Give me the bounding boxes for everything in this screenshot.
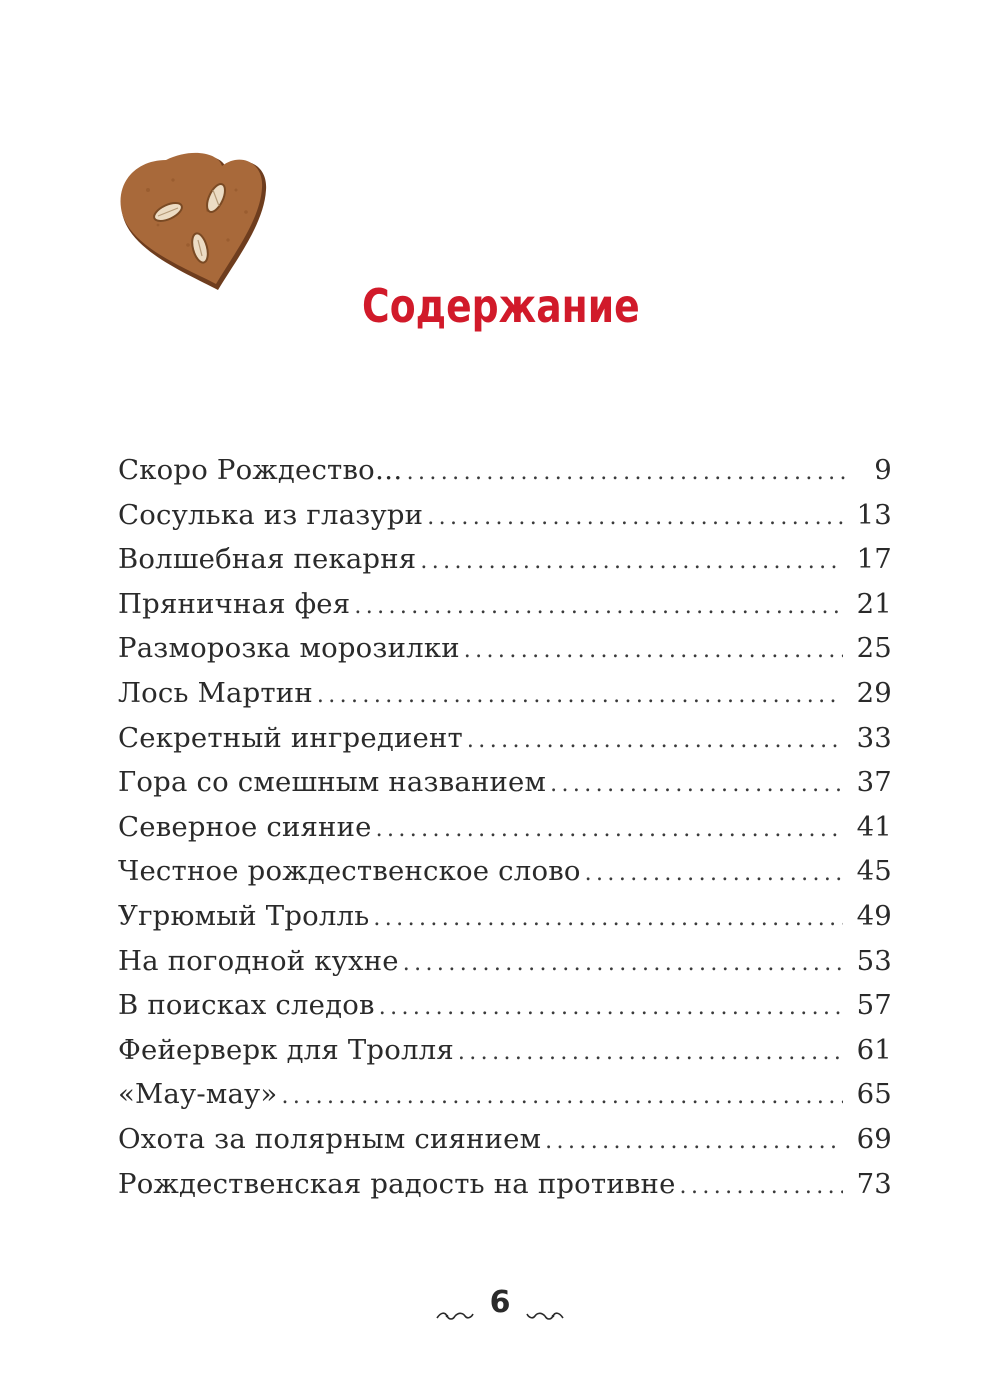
toc-dot-leader [376, 808, 843, 853]
page-folio [0, 1284, 1000, 1320]
toc-entry-title: Угрюмый Тролль [118, 899, 370, 932]
toc-dot-leader [407, 451, 846, 496]
toc-dot-leader [281, 1075, 842, 1120]
toc-entry [118, 1028, 892, 1073]
toc-entry-title: Скоро Рождество… [118, 454, 403, 486]
page-number: 6 [489, 1285, 511, 1320]
toc-entry-page: 37 [856, 766, 892, 799]
toc-entry-title: Рождественская радость на противне [118, 1167, 676, 1200]
toc-entry-page: 49 [856, 899, 892, 932]
gingerbread-heart-icon [118, 150, 270, 292]
toc-dot-leader [427, 496, 842, 541]
toc-entry [118, 1072, 892, 1117]
toc-dot-leader [550, 763, 842, 808]
toc-entry-title: Лось Мартин [118, 676, 313, 709]
toc-entry-page: 25 [856, 632, 892, 665]
toc-entry [118, 493, 892, 538]
toc-dot-leader [420, 540, 842, 585]
toc-entry-title: Честное рождественское слово [118, 855, 581, 888]
toc-entry [118, 894, 892, 939]
toc-entry-title: Северное сияние [118, 810, 372, 843]
toc-dot-leader [403, 942, 843, 987]
toc-entry-title: Сосулька из глазури [118, 498, 424, 531]
toc-entry-page: 17 [856, 543, 892, 576]
toc-dot-leader [354, 585, 842, 630]
toc-entry-title: Волшебная пекарня [118, 543, 417, 576]
toc-entry-title: Разморозка морозилки [118, 632, 460, 665]
toc-entry-page: 13 [856, 498, 892, 531]
toc-entry-title: «Мау-мау» [118, 1078, 278, 1111]
toc-dot-leader [464, 629, 843, 674]
toc-entry [118, 671, 892, 716]
toc-entry-page: 65 [856, 1078, 892, 1111]
toc-entry-page: 53 [856, 944, 892, 977]
page-title: Содержание [362, 278, 640, 333]
toc-dot-leader [585, 852, 843, 897]
toc-entry-title: Фейерверк для Тролля [118, 1033, 454, 1066]
toc-entry [118, 849, 892, 894]
table-of-contents [118, 448, 892, 1206]
toc-entry-page: 73 [856, 1167, 892, 1200]
toc-entry-page: 9 [874, 454, 892, 486]
toc-entry [118, 626, 892, 671]
toc-entry-page: 61 [856, 1033, 892, 1066]
toc-entry [118, 1162, 892, 1207]
toc-entry [118, 1117, 892, 1162]
toc-dot-leader [373, 897, 842, 942]
toc-entry-page: 21 [856, 587, 892, 620]
toc-dot-leader [680, 1165, 843, 1210]
toc-entry [118, 537, 892, 582]
toc-entry-title: Гора со смешным названием [118, 766, 547, 799]
toc-entry-page: 57 [856, 989, 892, 1022]
toc-entry-page: 45 [856, 855, 892, 888]
toc-dot-leader [545, 1120, 842, 1165]
toc-entry-title: Охота за полярным сиянием [118, 1122, 542, 1155]
toc-entry-page: 29 [856, 676, 892, 709]
toc-dot-leader [458, 1031, 843, 1076]
toc-entry [118, 805, 892, 850]
toc-entry-title: На погодной кухне [118, 944, 399, 977]
toc-entry-page: 41 [856, 810, 892, 843]
toc-entry [118, 939, 892, 984]
toc-entry-page: 33 [856, 721, 892, 754]
toc-dot-leader [467, 719, 843, 764]
swirl-ornament-icon [525, 1296, 565, 1310]
toc-entry [118, 448, 892, 493]
swirl-ornament-icon [435, 1296, 475, 1310]
toc-entry [118, 716, 892, 761]
toc-entry-page: 69 [856, 1122, 892, 1155]
toc-entry-title: Секретный ингредиент [118, 721, 463, 754]
toc-entry [118, 760, 892, 805]
toc-dot-leader [379, 986, 843, 1031]
toc-entry-title: В поисках следов [118, 989, 375, 1022]
toc-dot-leader [317, 674, 843, 719]
toc-entry [118, 582, 892, 627]
toc-entry [118, 983, 892, 1028]
toc-entry-title: Пряничная фея [118, 587, 351, 620]
